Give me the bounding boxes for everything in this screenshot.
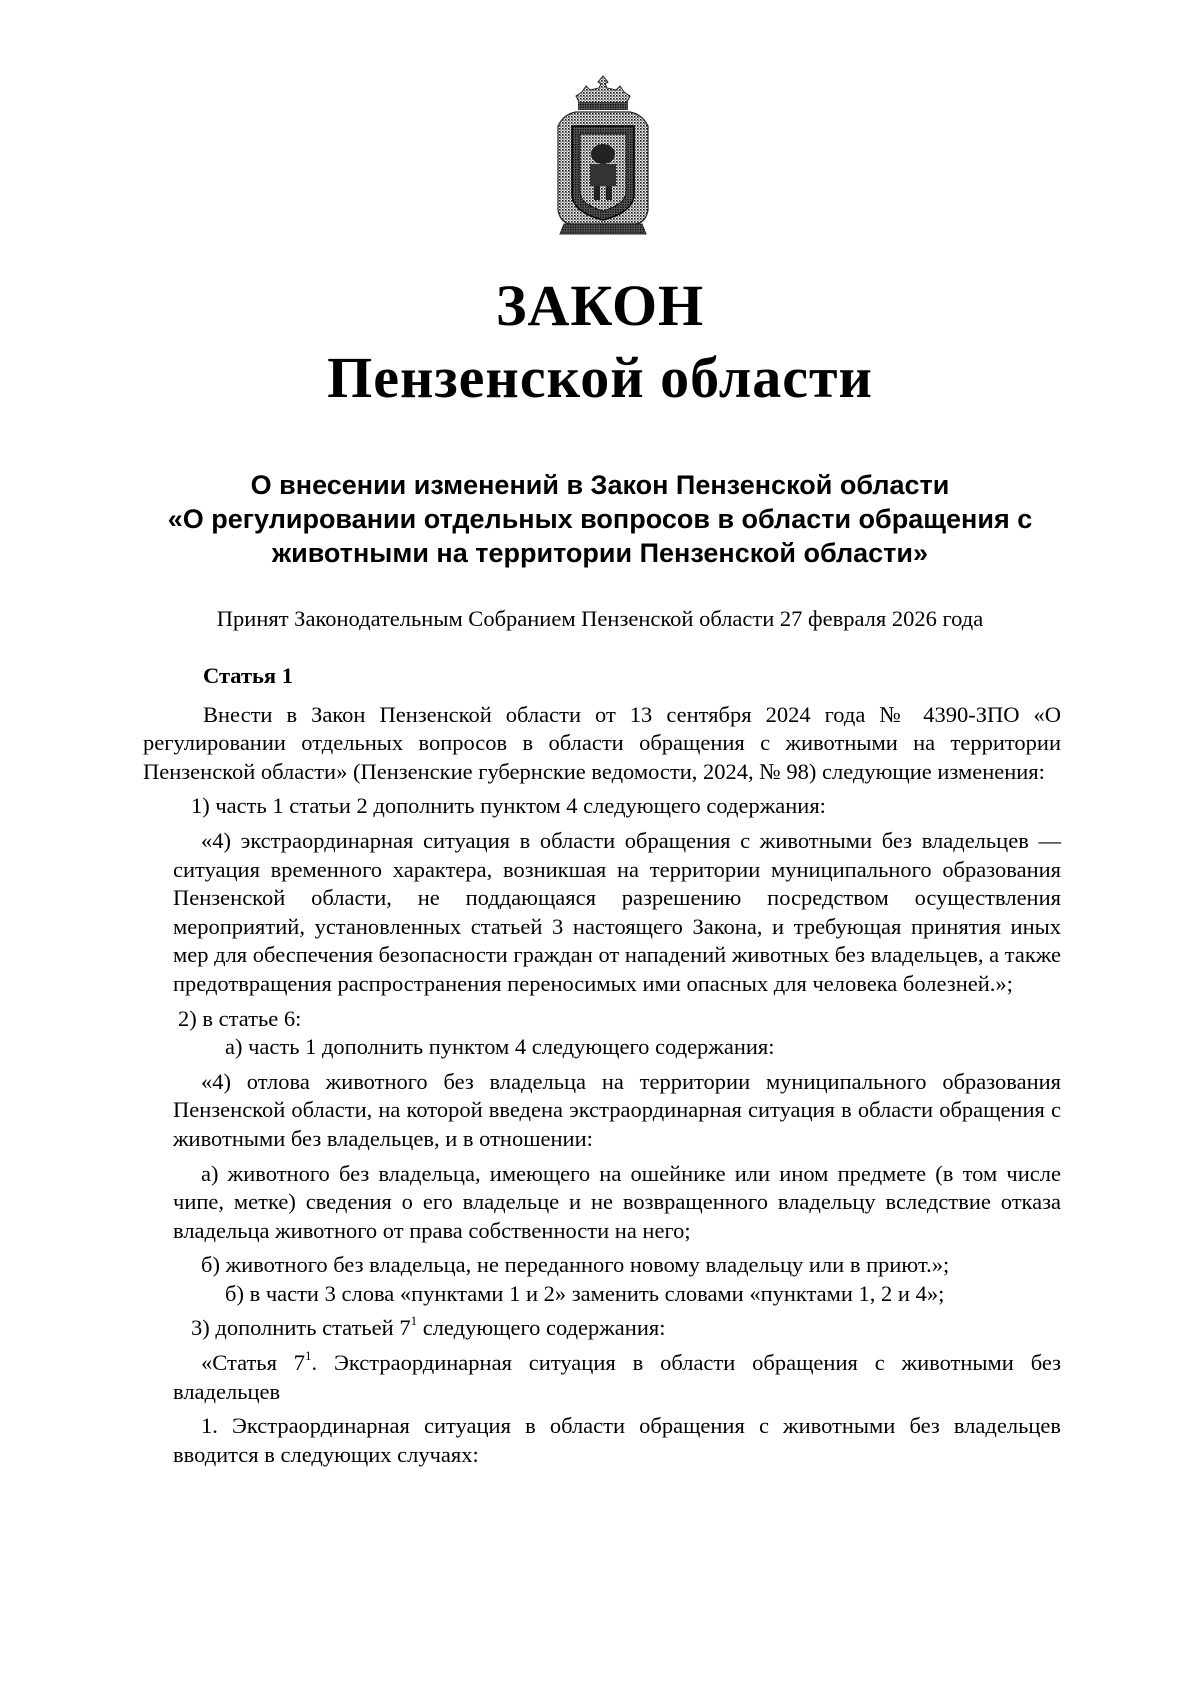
list-item-3-text: 3) дополнить статьей 7 — [191, 1315, 411, 1341]
list-item-2a-sub-b: б) животного без владельца, не переданного новому владельцу или в приют.»; — [201, 1252, 950, 1278]
list-item-3-tail: следующего содержания: — [417, 1315, 666, 1341]
law-body — [143, 662, 1061, 1469]
list-item-3-sup: 1 — [410, 1312, 418, 1328]
heading-line1: О внесении изменений в Закон Пензенской области — [250, 470, 950, 500]
law-title-line1: ЗАКОН — [495, 273, 705, 338]
article-title: Статья 1 — [203, 663, 293, 688]
article-7-1-text: «Статья 7 — [201, 1350, 306, 1376]
law-title — [0, 270, 1200, 414]
article-intro: Внести в Закон Пензенской области от 13 сентября 2024 года № 4390-ЗПО «О регулировании отдельных вопросов в области обращения с животными на территории Пензенской области» (Пензенские губернские ведомости, 2024, № 98) следующие изменения: — [143, 701, 1061, 784]
adoption-note: Принят Законодательным Собранием Пензенской области 27 февраля 2026 года — [216, 606, 984, 631]
list-item-2a-sub-a: а) животного без владельца, имеющего на ошейнике или ином предмете (в том числе чипе, метке) сведения о его владельце и не возвращенного владельцу вследствие отказа владельца животного от права собственности на него; — [173, 1160, 1061, 1243]
article-7-1-title — [143, 1349, 1061, 1406]
heading-line2: «О регулировании отдельных вопросов в области обращения с — [167, 504, 1033, 534]
article-7-1-sup: 1 — [305, 1347, 312, 1363]
list-item-3 — [143, 1314, 1061, 1343]
law-heading — [120, 468, 1080, 570]
list-item-1: 1) часть 1 статьи 2 дополнить пунктом 4 следующего содержания: — [191, 793, 826, 819]
coat-of-arms-icon — [550, 74, 656, 236]
list-item-1-text: «4) экстраординарная ситуация в области обращения с животными без владельцев — ситуация временного характера, возникшая на территории муниципального образования Пензенской области, не поддающаяся разрешению посредством осуществления мероприятий, установленных статьей 3 настоящего Закона, и требующая принятия иных мер для обеспечения безопасности граждан от нападений животных без владельцев, а также предотвращения распространения переносимых ими опасных для человека болезней.»; — [173, 827, 1061, 996]
list-item-2: 2) в статье 6: — [178, 1005, 302, 1031]
article-7-1-paragraph-1: 1. Экстраординарная ситуация в области обращения с животными без владельцев вводится в следующих случаях: — [173, 1413, 1061, 1467]
list-item-2a: а) часть 1 дополнить пунктом 4 следующего содержания: — [225, 1034, 775, 1060]
list-item-2b: б) в части 3 слова «пунктами 1 и 2» заменить словами «пунктами 1, 2 и 4»; — [225, 1280, 945, 1306]
article-7-1-tail: . Экстраординарная ситуация в области обращения с животными без владельцев — [173, 1350, 1061, 1404]
list-item-2a-text: «4) отлова животного без владельца на территории муниципального образования Пензенской области, на которой введена экстраординарная ситуация в области обращения с животными без владельцев, и в отношении: — [173, 1068, 1061, 1151]
heading-line3: животными на территории Пензенской области» — [271, 538, 929, 568]
law-title-line2: Пензенской области — [327, 345, 873, 410]
